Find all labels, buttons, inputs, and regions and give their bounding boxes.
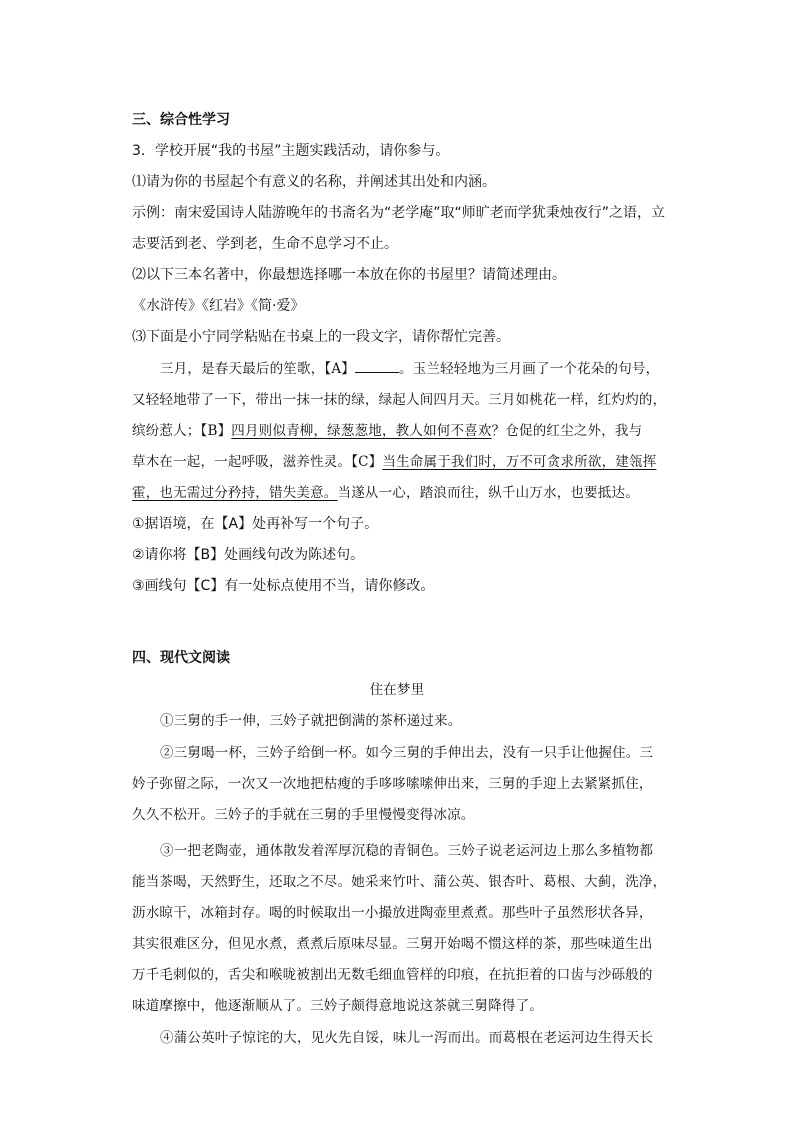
paragraph-3-line-1: ③一把老陶壶，通体散发着浑厚沉稳的青铜色。三妗子说老运河边上那么多植物都: [160, 843, 654, 859]
section-heading-4: 四、现代文阅读: [132, 650, 230, 666]
question-3-3: ⑶下面是小宁同学粘贴在书桌上的一段文字，请你帮忙完善。: [132, 329, 510, 345]
passage-line-4: [132, 452, 662, 472]
paragraph-3-line-6: 味道摩擦中，他逐渐顺从了。三妗子颇得意地说这茶就三舅降得了。: [132, 998, 543, 1014]
sub-question-3: ③画线句【C】有一处标点使用不当，请你修改。: [132, 578, 435, 594]
paragraph-4-line-1: ④蒲公英叶子惊诧的大，见火先自馁，味儿一泻而出。而葛根在老运河边生得天长: [160, 1030, 654, 1046]
passage-text: 三月，是春天最后的笙歌，【A】: [160, 361, 355, 377]
underlined-sentence-B: 四月则似青柳，绿葱葱地，教人如何不喜欢: [231, 423, 492, 439]
paragraph-2-line-1: ②三舅喝一杯，三妗子给倒一杯。如今三舅的手伸出去，没有一只手让他握住。三: [160, 745, 654, 761]
question-3-title: 3．学校开展“我的书屋”主题实践活动，请你参与。: [132, 143, 450, 159]
underlined-sentence-C-part1: 当生命属于我们时，万不可贪求所欲，建瓴挥: [382, 454, 657, 470]
question-3-1: ⑴请为你的书屋起个有意义的名称，并阐述其出处和内涵。: [132, 174, 496, 190]
passage-line-5: [132, 483, 662, 503]
sub-question-2: ②请你将【B】处画线句改为陈述句。: [132, 547, 365, 563]
book-list: 《水浒传》《红岩》《简·爱》: [132, 298, 305, 314]
passage-line-3: [132, 421, 662, 441]
passage-line-2: 又轻轻地带了一下，带出一抹一抹的绿，绿起人间四月天。三月如桃花一样，红灼灼的，: [132, 392, 667, 408]
paragraph-2-line-2: 妗子弥留之际，一次又一次地把枯瘦的手哆哆嗦嗦伸出来，三舅的手迎上去紧紧抓住，: [132, 776, 653, 792]
article-title: 住在梦里: [369, 682, 425, 698]
passage-text: 草木在一起，一起呼吸，滋养性灵。【C】: [132, 454, 383, 470]
paragraph-3-line-3: 沥水晾干，冰箱封存。喝的时候取出一小撮放进陶壶里煮煮。那些叶子虽然形状各异，: [132, 905, 653, 921]
paragraph-1: ①三舅的手一伸，三妗子就把倒满的茶杯递过来。: [160, 713, 462, 729]
example-line-1: 示例：南宋爱国诗人陆游晚年的书斋名为“老学庵”取“师旷老而学犹秉烛夜行”之语，立: [132, 205, 666, 221]
passage-text: 。玉兰轻轻地为三月画了一个花朵的句号，: [399, 361, 660, 377]
blank-A: [355, 358, 399, 373]
underlined-sentence-C-part2: 霍，也无需过分矜持，错失美意。: [132, 485, 338, 501]
question-3-2: ⑵以下三本名著中，你最想选择哪一本放在你的书屋里？请简述理由。: [132, 267, 566, 283]
sub-question-1: ①据语境，在【A】处再补写一个句子。: [132, 516, 379, 532]
passage-line-1: [160, 358, 662, 379]
section-heading-3: 三、综合性学习: [132, 112, 230, 128]
example-line-2: 志要活到老、学到老，生命不息学习不止。: [132, 236, 398, 252]
passage-text: 缤纷惹人；【B】: [132, 423, 232, 439]
paragraph-2-line-3: 久久不松开。三妗子的手就在三舅的手里慢慢变得冰凉。: [132, 807, 475, 823]
paragraph-3-line-4: 其实很难区分，但见水煮，煮煮后原味尽显。三舅开始喝不惯这样的茶，那些味道生出: [132, 936, 653, 952]
paragraph-3-line-5: 万千毛刺似的，舌尖和喉咙被割出无数毛细血管样的印痕，在抗拒着的口齿与沙砾般的: [132, 967, 653, 983]
passage-text: ？仓促的红尘之外，我与: [491, 423, 643, 439]
passage-text: 当遂从一心，踏浪而往，纵千山万水，也要抵达。: [337, 485, 639, 501]
paragraph-3-line-2: 能当茶喝，天然野生，还取之不尽。她采来竹叶、蒲公英、银杏叶、葛根、大蓟，洗净，: [132, 874, 667, 890]
